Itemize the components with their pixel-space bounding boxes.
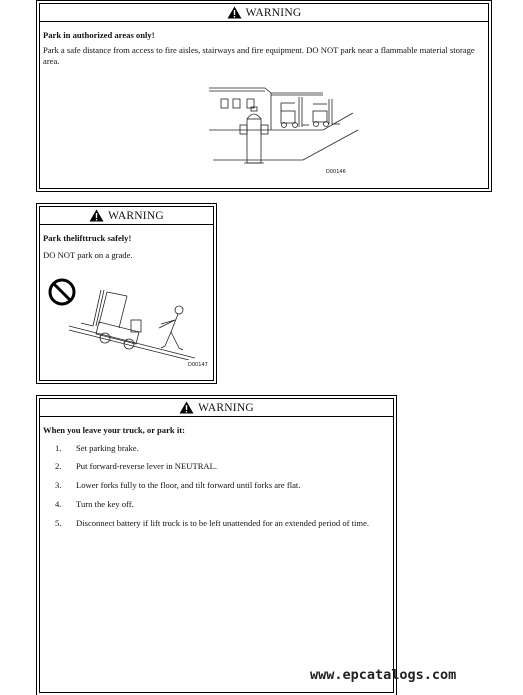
warning-box-leaving-truck [36, 395, 397, 695]
warning-header-label: WARNING [245, 6, 302, 19]
figure-code: D00147 [188, 362, 208, 368]
figure-code: D00146 [326, 169, 346, 175]
parking-area-illustration [203, 85, 363, 165]
warning-header-label: WARNING [108, 209, 164, 222]
step-number: 1. [55, 443, 62, 453]
step-number: 2. [55, 461, 62, 471]
step-text: Turn the key off. [76, 499, 134, 509]
warning-text: DO NOT park on a grade. [43, 250, 133, 260]
warning-header [40, 207, 213, 225]
warning-title: Park in authorized areas only! [43, 30, 155, 40]
warning-box-parking-area [36, 0, 492, 192]
step-number: 3. [55, 480, 62, 490]
warning-text: Park a safe distance from access to fire aisles, stairways and fire equipment. DO NOT park near a flammable material storage area. [43, 45, 475, 66]
warning-triangle-icon [179, 401, 194, 414]
warning-title: Park thelifttruck safely! [43, 233, 132, 243]
watermark: www.epcatalogs.com [310, 667, 457, 683]
warning-box-grade [36, 203, 217, 384]
step-number: 5. [55, 518, 62, 528]
warning-triangle-icon [227, 6, 242, 19]
warning-header-label: WARNING [198, 401, 254, 414]
step-text: Lower forks fully to the floor, and tilt forward until forks are flat. [76, 480, 301, 490]
warning-header [40, 4, 488, 22]
step-text: Set parking brake. [76, 443, 139, 453]
warning-triangle-icon [89, 209, 104, 222]
step-text: Put forward-reverse lever in NEUTRAL. [76, 461, 218, 471]
warning-header [40, 399, 393, 417]
warning-title: When you leave your truck, or park it: [43, 425, 185, 435]
step-text: Disconnect battery if lift truck is to be left unattended for an extended period of time. [76, 518, 370, 528]
step-number: 4. [55, 499, 62, 509]
forklift-on-grade-illustration [67, 286, 207, 360]
